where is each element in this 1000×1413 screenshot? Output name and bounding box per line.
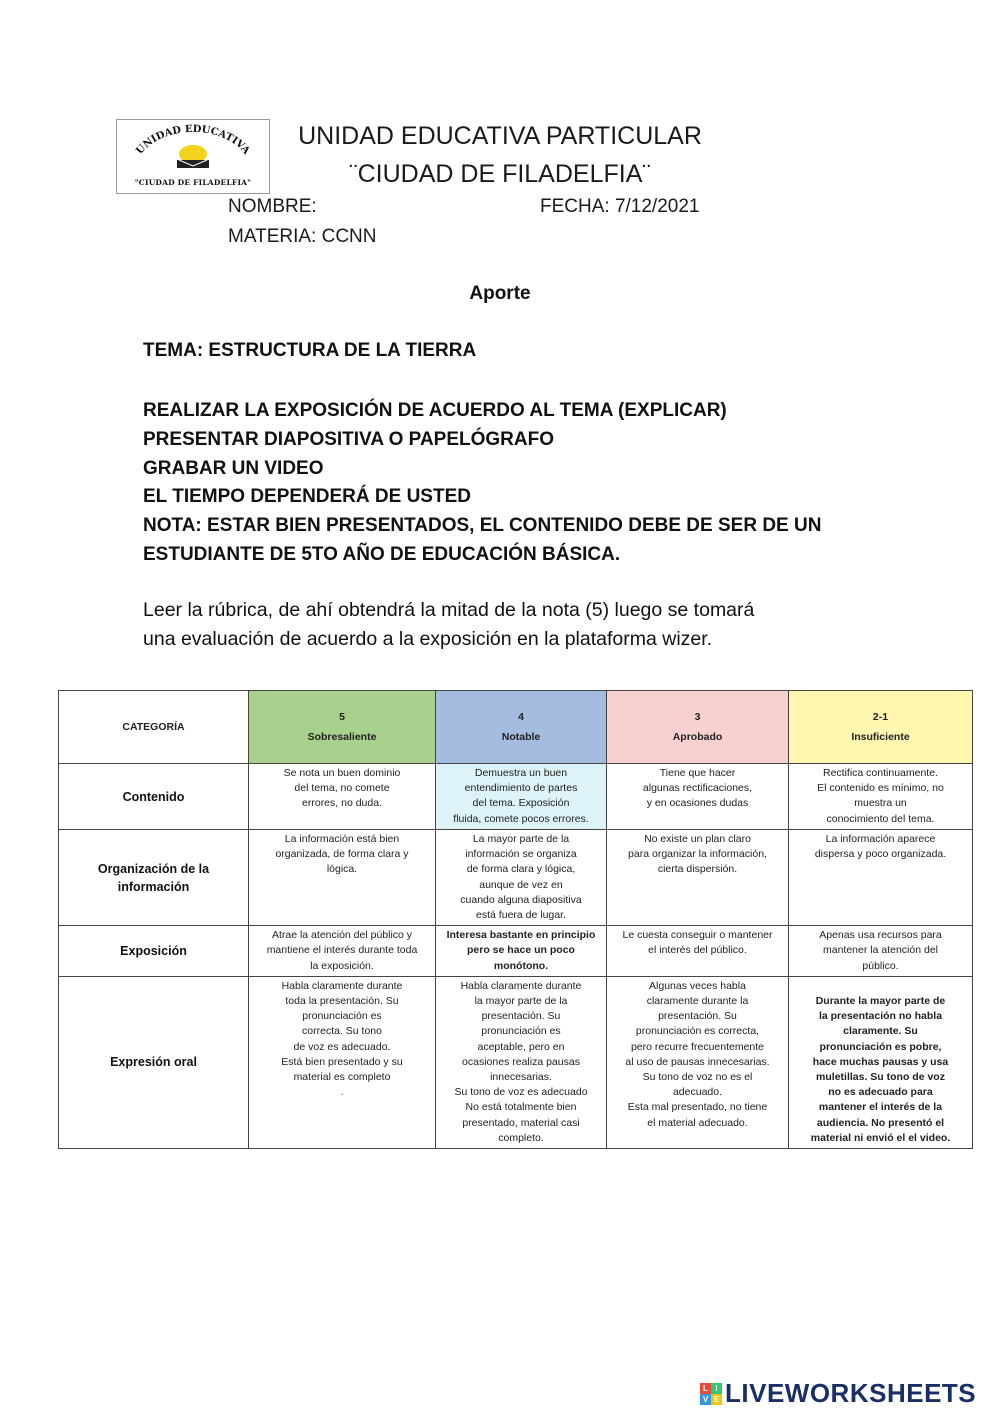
rubric-note-paragraph xyxy=(143,596,863,653)
nombre-label: NOMBRE: xyxy=(228,196,317,217)
rubric-header-row xyxy=(59,691,973,764)
row-category: Exposición xyxy=(59,926,249,977)
rubric-cell: Rectifica continuamente. El contenido es mínimo, no muestra un conocimiento del tema. xyxy=(789,764,973,830)
school-name-line1: UNIDAD EDUCATIVA PARTICULAR xyxy=(298,122,702,150)
rubric-cell: Tiene que hacer algunas rectificaciones, y en ocasiones dudas xyxy=(607,764,789,830)
paragraph-line: Leer la rúbrica, de ahí obtendrá la mitad de la nota (5) luego se tomará xyxy=(143,599,755,621)
instruction-item: NOTA: ESTAR BIEN PRESENTADOS, EL CONTENIDO DEBE DE SER DE UN xyxy=(143,515,822,537)
rubric-cell: Durante la mayor parte de la presentación no habla claramente. Su pronunciación es pobre, hace muchas pausas y usa muletillas. Su tono de voz no es adecuado para mantener el interés de la audiencia. No presentó el material ni envió el el video. xyxy=(789,976,973,1148)
instruction-item: GRABAR UN VIDEO xyxy=(143,457,324,479)
brand-badge-icon: L I V E xyxy=(700,1383,722,1405)
rubric-cell: La mayor parte de la información se organiza de forma clara y lógica, aunque de vez en cuando alguna diapositiva está fuera de lugar. xyxy=(436,830,607,926)
instruction-item: PRESENTAR DIAPOSITIVA O PAPELÓGRAFO xyxy=(143,428,554,450)
instruction-item: EL TIEMPO DEPENDERÁ DE USTED xyxy=(143,486,471,508)
rubric-table xyxy=(58,690,973,1149)
tema-heading: TEMA: ESTRUCTURA DE LA TIERRA xyxy=(143,340,477,361)
instructions-list xyxy=(143,397,863,570)
paragraph-line: una evaluación de acuerdo a la exposición en la plataforma wizer. xyxy=(143,627,713,650)
instruction-item: ESTUDIANTE DE 5TO AÑO DE EDUCACIÓN BÁSICA. xyxy=(143,543,621,565)
row-category: Contenido xyxy=(59,764,249,830)
rubric-cell: Le cuesta conseguir o mantener el interés del público. xyxy=(607,926,789,977)
school-seal-icon xyxy=(117,120,269,176)
rubric-row-expresion-oral xyxy=(59,976,973,1148)
rubric-cell: Interesa bastante en principio pero se hace un poco monótono. xyxy=(436,926,607,977)
logo-top-text: UNIDAD EDUCATIVA xyxy=(134,123,252,157)
rubric-cell: Apenas usa recursos para mantener la atención del público. xyxy=(789,926,973,977)
materia-label: MATERIA: CCNN xyxy=(228,226,377,247)
rubric-row-organizacion xyxy=(59,830,973,926)
rubric-cell: Demuestra un buen entendimiento de partes del tema. Exposición fluida, comete pocos errores. xyxy=(436,764,607,830)
liveworksheets-logo xyxy=(700,1378,976,1409)
fecha-label: FECHA: 7/12/2021 xyxy=(540,196,700,217)
rubric-cell: No existe un plan claro para organizar la información, cierta dispersión. xyxy=(607,830,789,926)
logo-bottom-text: "CIUDAD DE FILADELFIA" xyxy=(134,178,252,187)
rubric-cell: Habla claramente durante toda la presentación. Su pronunciación es correcta. Su tono de voz es adecuado. Está bien presentado y su material es completo . xyxy=(249,976,436,1148)
header-categoria: CATEGORÍA xyxy=(59,691,249,764)
instruction-item: REALIZAR LA EXPOSICIÓN DE ACUERDO AL TEMA (EXPLICAR) xyxy=(143,400,727,421)
header-score-5: 5 Sobresaliente xyxy=(249,691,436,764)
school-logo xyxy=(116,119,270,194)
rubric-row-contenido xyxy=(59,764,973,830)
rubric-cell: Atrae la atención del público y mantiene el interés durante toda la exposición. xyxy=(249,926,436,977)
rubric-cell: La información aparece dispersa y poco organizada. xyxy=(789,830,973,926)
row-category: Expresión oral xyxy=(59,976,249,1148)
rubric-cell: Se nota un buen dominio del tema, no comete errores, no duda. xyxy=(249,764,436,830)
rubric-row-exposicion xyxy=(59,926,973,977)
row-category: Organización de la información xyxy=(59,830,249,926)
header-score-2-1: 2-1 Insuficiente xyxy=(789,691,973,764)
rubric-cell: Habla claramente durante la mayor parte de la presentación. Su pronunciación es aceptable, pero en ocasiones realiza pausas innecesarias. Su tono de voz es adecuado No está totalmente bien presentado, material casi completo. xyxy=(436,976,607,1148)
page-title: Aporte xyxy=(469,283,531,304)
header-score-3: 3 Aprobado xyxy=(607,691,789,764)
header-score-4: 4 Notable xyxy=(436,691,607,764)
rubric-cell: Algunas veces habla claramente durante la presentación. Su pronunciación es correcta, pero recurre frecuentemente al uso de pausas innecesarias. Su tono de voz no es el adecuado. Esta mal presentado, no tiene el material adecuado. xyxy=(607,976,789,1148)
school-name-line2: ¨CIUDAD DE FILADELFIA¨ xyxy=(349,160,651,188)
brand-name: LIVEWORKSHEETS xyxy=(725,1378,977,1408)
rubric-cell: La información está bien organizada, de forma clara y lógica. xyxy=(249,830,436,926)
